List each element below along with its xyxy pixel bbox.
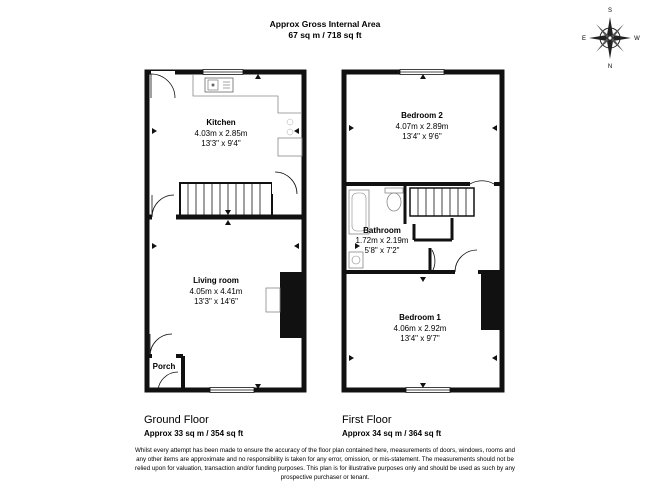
bedroom1-imperial: 13'4" x 9'7": [400, 334, 440, 343]
compass-east-label: E: [581, 36, 587, 42]
first-floor-label: First Floor: [342, 414, 392, 426]
living-room-imperial: 13'3" x 14'6": [194, 297, 238, 306]
bedroom2-metric: 4.07m x 2.89m: [395, 122, 449, 131]
ground-floor-area: Approx 33 sq m / 354 sq ft: [144, 429, 244, 438]
compass-west-label: W: [634, 36, 640, 42]
bathroom-metric: 1.72m x 2.19m: [355, 236, 409, 245]
living-room-metric: 4.05m x 4.41m: [189, 287, 243, 296]
bedroom1-name: Bedroom 1: [399, 313, 441, 322]
disclaimer-line: Whilst every attempt has been made to ensure the accuracy of the floor plan contained here, measurements of doors, windows, rooms and: [134, 447, 516, 454]
disclaimer-line: any other items are approximate and no responsibility is taken for any error, omission, or mis-statement. The measurements should not be: [136, 456, 514, 463]
disclaimer-line: prospective purchaser or tenant.: [280, 474, 370, 481]
bedroom1-metric: 4.06m x 2.92m: [393, 324, 447, 333]
living-room-name: Living room: [193, 276, 239, 285]
kitchen-name: Kitchen: [206, 118, 236, 127]
bathroom-imperial: 5'8" x 7'2": [364, 246, 400, 255]
first-floor-area: Approx 34 sq m / 364 sq ft: [342, 429, 442, 438]
bedroom2-imperial: 13'4" x 9'6": [402, 132, 442, 141]
header-title: Approx Gross Internal Area: [269, 19, 381, 29]
kitchen-metric: 4.03m x 2.85m: [194, 129, 248, 138]
bedroom2-name: Bedroom 2: [401, 111, 443, 120]
kitchen-imperial: 13'3" x 9'4": [201, 139, 241, 148]
compass-south-label: S: [607, 8, 613, 14]
bathroom-name: Bathroom: [363, 226, 401, 235]
ground-floor-label: Ground Floor: [144, 414, 209, 426]
disclaimer: [135, 447, 516, 481]
compass-north-label: N: [607, 64, 613, 70]
disclaimer-line: relied upon for valuation, transaction and/or funding purposes. This plan is for illustrative purposes only and should be used as such by any: [135, 465, 515, 472]
compass-icon: [589, 17, 631, 59]
porch-name: Porch: [152, 362, 176, 371]
header-area: 67 sq m / 718 sq ft: [288, 30, 362, 40]
